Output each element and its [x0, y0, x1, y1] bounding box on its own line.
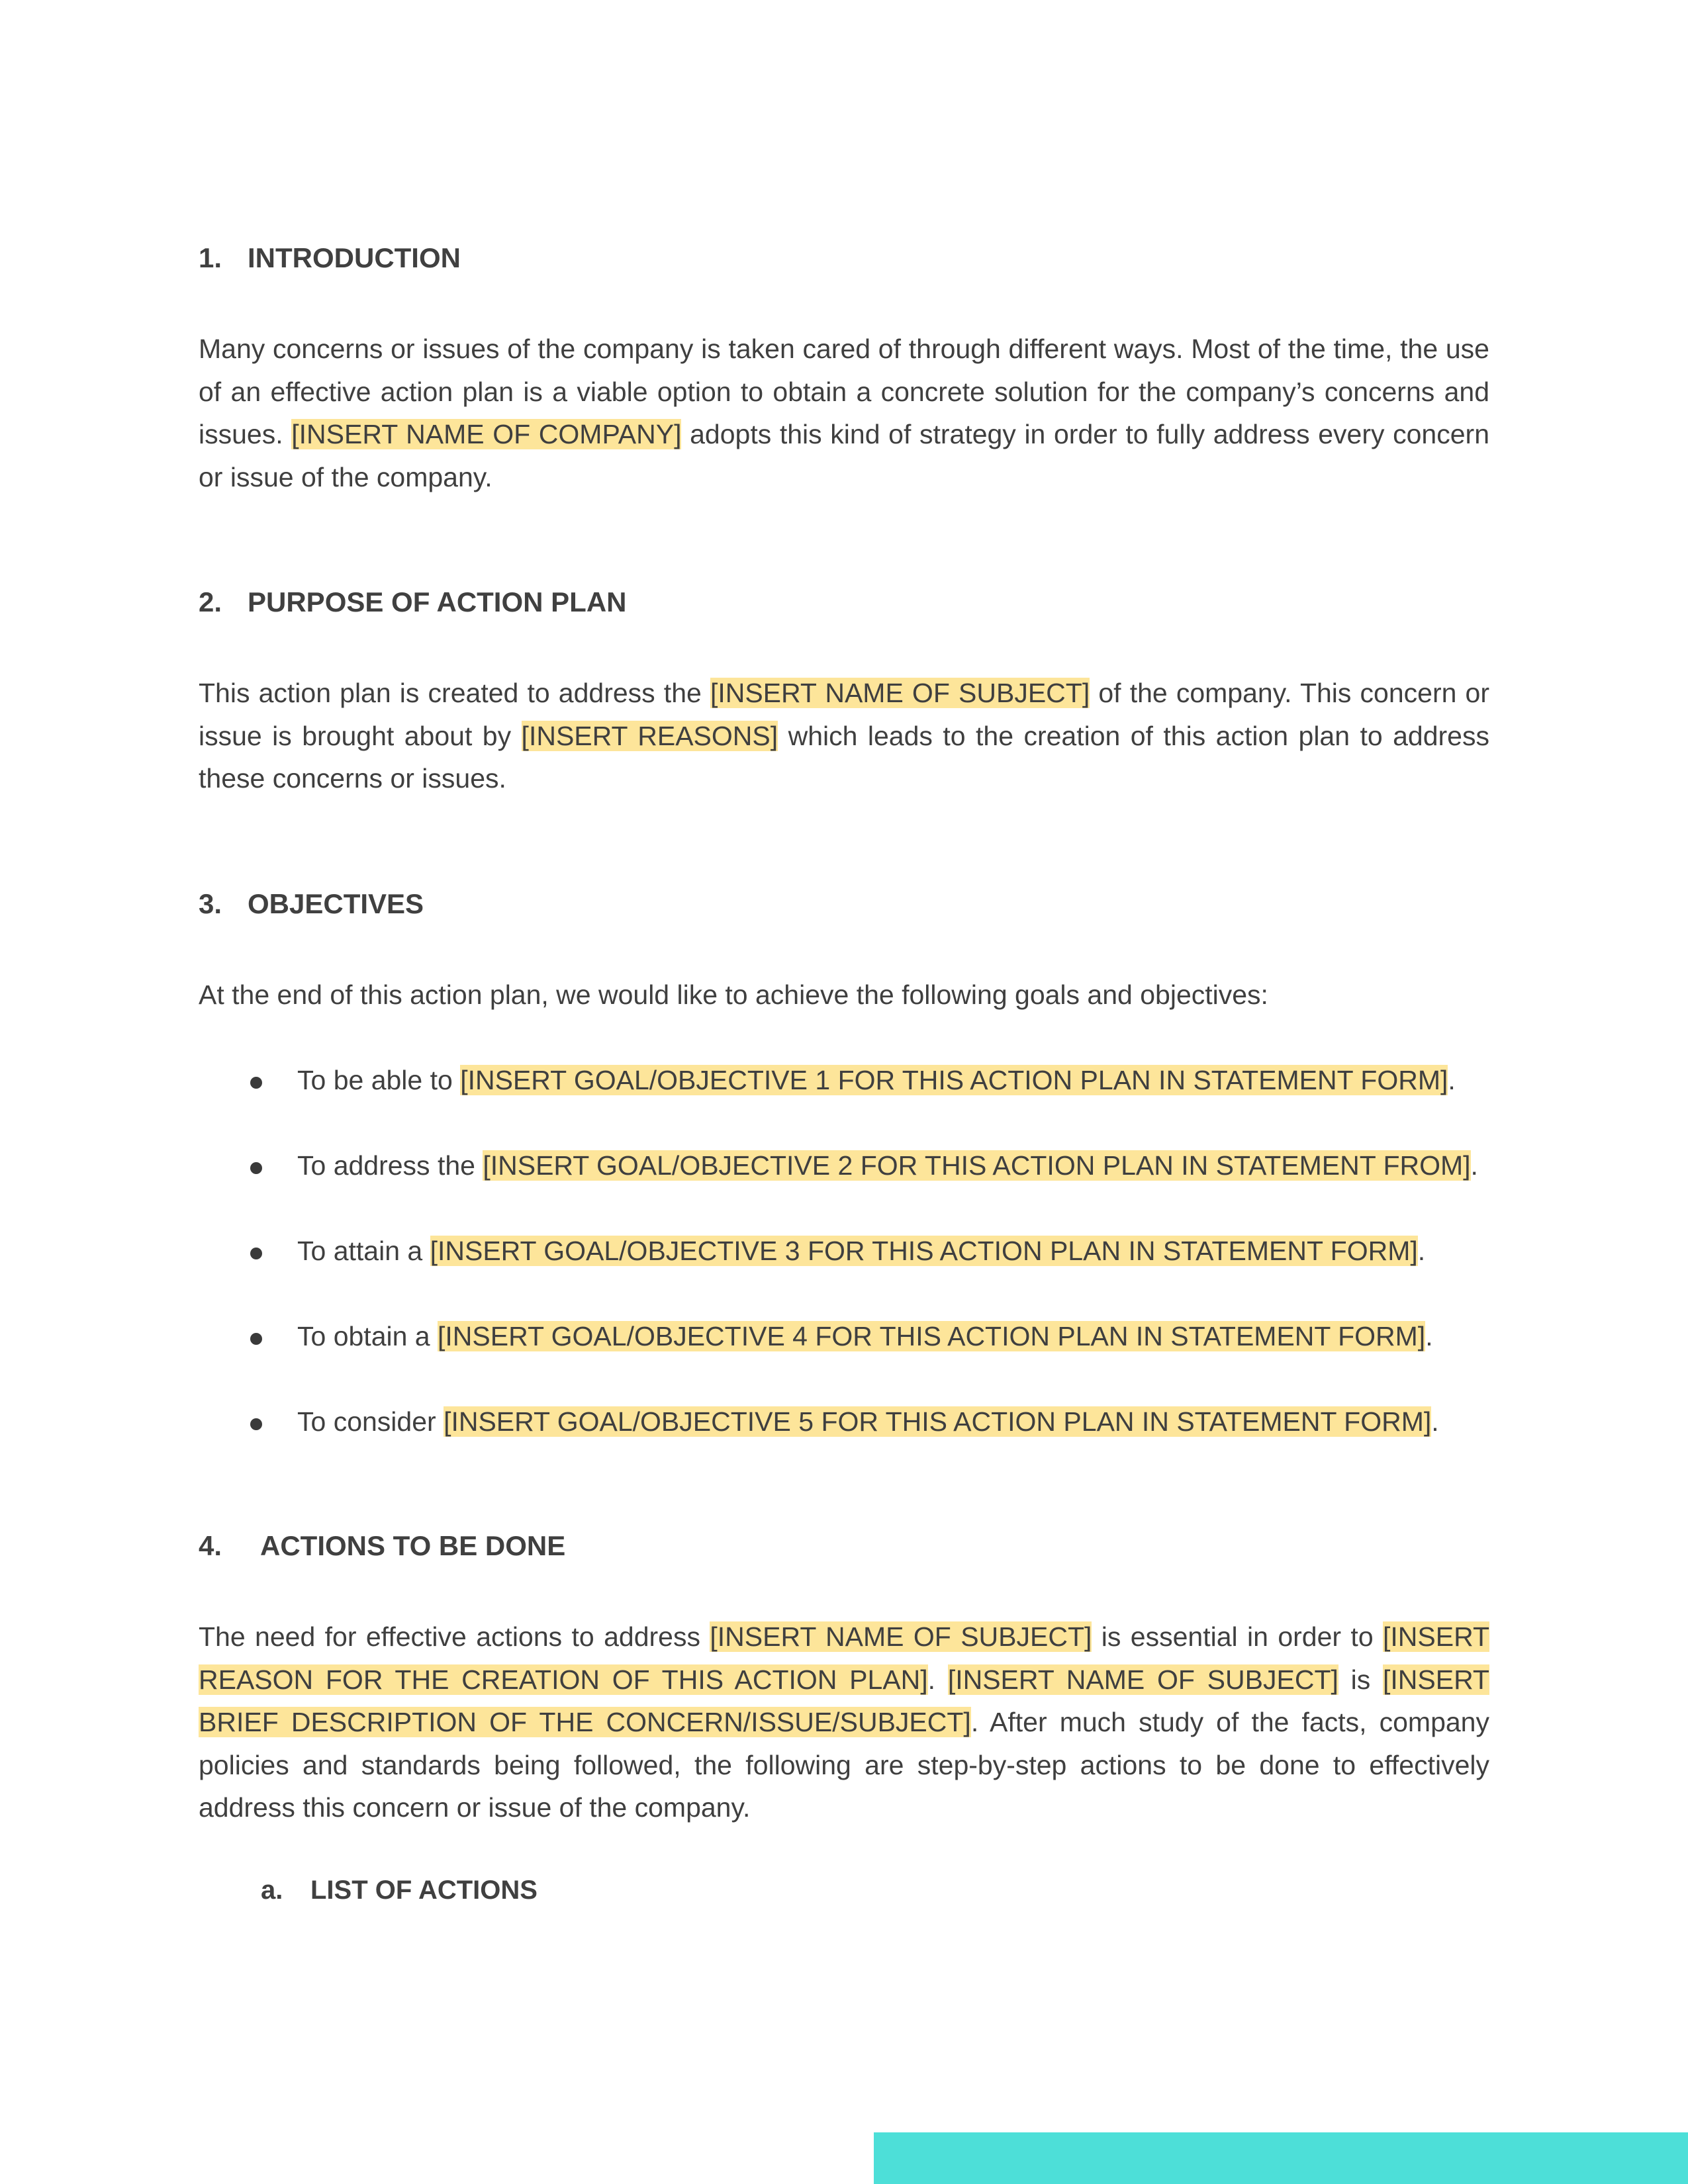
section-title: INTRODUCTION — [248, 242, 461, 273]
placeholder-objective: [INSERT GOAL/OBJECTIVE 2 FOR THIS ACTION PLAN IN STATEMENT FROM] — [483, 1150, 1471, 1181]
section-number: 2. — [199, 586, 222, 617]
section-number: 3. — [199, 888, 222, 919]
placeholder-subject-name: [INSERT NAME OF SUBJECT] — [710, 678, 1090, 708]
bullet-text: To address the — [297, 1150, 483, 1181]
list-item-text — [297, 1059, 1456, 1101]
section-heading-objectives — [199, 888, 424, 920]
introduction-paragraph — [199, 328, 1489, 498]
list-item-text — [297, 1315, 1433, 1357]
paragraph-text: which leads to the creation of this action plan to address these concerns or issues. — [199, 720, 1489, 794]
bullet-text: . — [1448, 1065, 1456, 1095]
bullet-dot-icon — [250, 1248, 262, 1259]
paragraph-text: The need for effective actions to address — [199, 1621, 710, 1652]
bullet-text: . — [1431, 1406, 1439, 1437]
paragraph-text: . — [927, 1664, 948, 1695]
section-title: OBJECTIVES — [248, 888, 424, 919]
bullet-text: To be able to — [297, 1065, 461, 1095]
actions-paragraph — [199, 1615, 1489, 1829]
bullet-dot-icon — [250, 1162, 262, 1174]
bullet-text: . — [1425, 1321, 1433, 1351]
subsection-title: LIST OF ACTIONS — [310, 1876, 538, 1905]
placeholder-objective: [INSERT GOAL/OBJECTIVE 4 FOR THIS ACTION PLAN IN STATEMENT FORM] — [438, 1321, 1426, 1351]
placeholder-reason: [INSERT REASON FOR THE CREATION OF THIS ACTION PLAN] — [199, 1621, 1490, 1695]
bullet-text: . — [1470, 1150, 1478, 1181]
placeholder-objective: [INSERT GOAL/OBJECTIVE 5 FOR THIS ACTION PLAN IN STATEMENT FORM] — [444, 1406, 1432, 1437]
placeholder-subject-name: [INSERT NAME OF SUBJECT] — [710, 1621, 1092, 1652]
section-heading-introduction — [199, 242, 461, 274]
section-number: 1. — [199, 242, 222, 273]
placeholder-objective: [INSERT GOAL/OBJECTIVE 1 FOR THIS ACTION PLAN IN STATEMENT FORM] — [460, 1065, 1448, 1095]
subsection-heading-list-of-actions — [261, 1876, 538, 1905]
footer-accent-bar — [874, 2132, 1688, 2184]
section-number: 4. — [199, 1530, 222, 1561]
paragraph-text: is — [1338, 1664, 1383, 1695]
paragraph-text: This action plan is created to address the — [199, 678, 710, 708]
placeholder-objective: [INSERT GOAL/OBJECTIVE 3 FOR THIS ACTION PLAN IN STATEMENT FORM] — [430, 1236, 1418, 1266]
bullet-text: To attain a — [297, 1236, 430, 1266]
section-title: ACTIONS TO BE DONE — [260, 1530, 566, 1561]
bullet-text: . — [1417, 1236, 1426, 1266]
list-item-text — [297, 1144, 1478, 1187]
paragraph-text: of the company. This concern or issue is brought about by — [199, 678, 1490, 751]
paragraph-text: is essential in order to — [1092, 1621, 1383, 1652]
list-item-text — [297, 1400, 1439, 1443]
placeholder-company-name: [INSERT NAME OF COMPANY] — [291, 419, 682, 449]
placeholder-reasons: [INSERT REASONS] — [521, 720, 778, 751]
purpose-paragraph — [199, 672, 1489, 800]
paragraph-text: At the end of this action plan, we would like to achieve the following goals and objectives: — [199, 979, 1268, 1010]
placeholder-description: [INSERT BRIEF DESCRIPTION OF THE CONCERN/ISSUE/SUBJECT] — [199, 1664, 1489, 1737]
paragraph-text: Many concerns or issues of the company is taken cared of through different ways. Most of the time, the use of an effective action plan is a viable option to obtain a concrete solution for the company’s concerns and issues. — [199, 334, 1489, 449]
bullet-dot-icon — [250, 1418, 262, 1430]
section-title: PURPOSE OF ACTION PLAN — [248, 586, 627, 617]
bullet-dot-icon — [250, 1077, 262, 1089]
paragraph-text: adopts this kind of strategy in order to fully address every concern or issue of the company. — [199, 419, 1489, 492]
objectives-intro — [199, 974, 1489, 1017]
bullet-dot-icon — [250, 1333, 262, 1345]
list-item-text — [297, 1230, 1425, 1272]
subsection-number: a. — [261, 1876, 283, 1905]
bullet-text: To consider — [297, 1406, 444, 1437]
section-heading-actions — [199, 1530, 565, 1562]
placeholder-subject-name: [INSERT NAME OF SUBJECT] — [947, 1664, 1338, 1695]
section-heading-purpose — [199, 586, 626, 618]
paragraph-text: . After much study of the facts, company policies and standards being followed, the following are step-by-step actions to be done to effectively address this concern or issue of the company. — [199, 1707, 1489, 1823]
bullet-text: To obtain a — [297, 1321, 438, 1351]
